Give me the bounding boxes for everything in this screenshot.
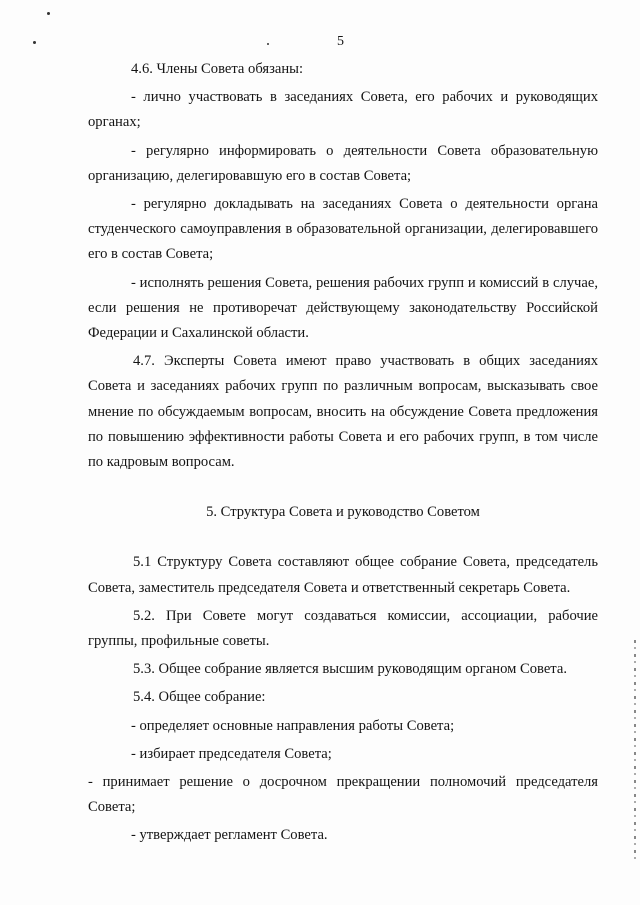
page-number: 5 — [337, 34, 344, 49]
section-heading: 5. Структура Совета и руководство Советом — [206, 504, 480, 521]
clause-4-6-item: - регулярно докладывать на заседаниях Совета о деятельности органа студенческого самоуправления в образовательной организации, делегировавшего его в состав Совета; — [88, 196, 598, 263]
scan-speck — [47, 12, 50, 15]
clause-5-2: 5.2. При Совете могут создаваться комиссии, ассоциации, рабочие группы, профильные советы. — [88, 607, 598, 650]
clause-4-7: 4.7. Эксперты Совета имеют право участвовать в общих заседаниях Совета и заседаниях рабочих групп по различным вопросам, высказывать свое мнение по обсуждаемым вопросам, вносить на обсуждение Совета предложения по повышению эффективности работы Совета и его рабочих групп, в том числе по кадровым вопросам. — [88, 353, 598, 471]
spacer — [88, 475, 598, 500]
clause-5-4-item: - утверждает регламент Совета. — [131, 827, 328, 844]
scan-speck — [33, 41, 36, 44]
clause-4-6-item: - исполнять решения Совета, решения рабочих групп и комиссий в случае, если решения не противоречат действующему законодательству Российской Федерации и Сахалинской области. — [88, 274, 598, 342]
clause-5-1: 5.1 Структуру Совета составляют общее собрание Совета, председатель Совета, заместитель председателя Совета и ответственный секретарь Совета. — [88, 554, 598, 596]
spacer — [88, 525, 598, 550]
clause-5-4-item: - определяет основные направления работы Совета; — [131, 717, 455, 734]
clause-5-4-item: - избирает председателя Совета; — [131, 745, 332, 762]
clause-5-3: 5.3. Общее собрание является высшим руководящим органом Совета. — [133, 661, 567, 678]
clause-4-6-item: - регулярно информировать о деятельности Совета образовательную организацию, делегировавшую его в состав Совета; — [88, 142, 598, 184]
scan-speck — [267, 43, 269, 45]
clause-5-4-item: - принимает решение о досрочном прекращении полномочий председателя Совета; — [88, 774, 598, 816]
clause-4-6-item: - лично участвовать в заседаниях Совета, его рабочих и руководящих органах; — [88, 89, 598, 131]
clause-5-4-heading: 5.4. Общее собрание: — [133, 689, 266, 706]
document-body — [88, 57, 598, 852]
clause-4-6-heading: 4.6. Члены Совета обязаны: — [131, 61, 304, 77]
scan-edge-artifact — [634, 640, 636, 860]
